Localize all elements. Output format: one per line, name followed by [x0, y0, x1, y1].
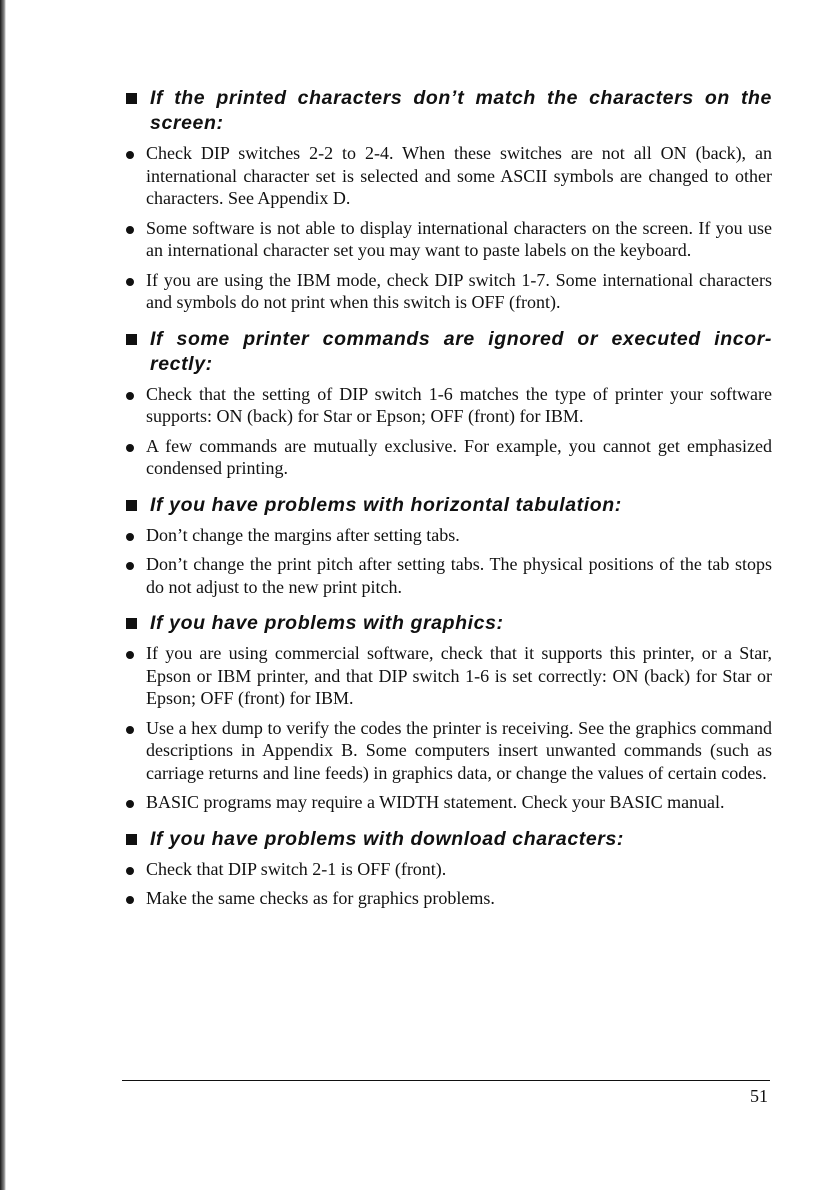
square-bullet-icon	[126, 93, 137, 104]
list-item	[120, 142, 772, 210]
troubleshooting-content	[120, 86, 772, 923]
list-item	[120, 383, 772, 428]
bullet-dot-icon	[126, 800, 134, 808]
section-heading	[120, 611, 772, 636]
section-heading	[120, 493, 772, 518]
section-heading	[120, 86, 772, 136]
list-item	[120, 858, 772, 881]
list-item	[120, 791, 772, 814]
list-item	[120, 553, 772, 598]
section-heading-text: If the printed characters don’t match the characters on the screen:	[150, 87, 772, 134]
bullet-dot-icon	[126, 392, 134, 400]
list-item-text: BASIC programs may require a WIDTH statement. Check your BASIC manual.	[146, 792, 725, 812]
list-item-text: Some software is not able to display international characters on the screen. If you use an international character set you may want to paste labels on the keyboard.	[146, 217, 772, 260]
bullet-dot-icon	[126, 151, 134, 159]
section-printer-commands	[120, 327, 772, 480]
section-heading-text: If you have problems with graphics:	[150, 612, 504, 634]
section-character-mismatch	[120, 86, 772, 314]
list-item	[120, 717, 772, 785]
section-graphics	[120, 611, 772, 814]
bullet-dot-icon	[126, 651, 134, 659]
square-bullet-icon	[126, 334, 137, 345]
list-item	[120, 524, 772, 547]
list-item	[120, 642, 772, 710]
bullet-dot-icon	[126, 562, 134, 570]
list-item	[120, 887, 772, 910]
bullet-dot-icon	[126, 533, 134, 541]
list-item-text: If you are using commercial software, check that it supports this printer, or a Star, Epson or IBM printer, and that DIP switch 1-6 is set correctly: ON (back) for Star or Epson; OFF (front) for IBM.	[146, 643, 772, 708]
section-heading-text: If you have problems with horizontal tabulation:	[150, 493, 622, 516]
bullet-dot-icon	[126, 226, 134, 234]
square-bullet-icon	[126, 834, 137, 845]
bullet-dot-icon	[126, 444, 134, 452]
section-heading-text: If some printer commands are ignored or executed incor-rectly:	[150, 327, 772, 375]
section-horizontal-tabulation	[120, 493, 772, 599]
list-item-text: Use a hex dump to verify the codes the printer is receiving. See the graphics command descriptions in Appendix B. Some computers insert unwanted commands (such as carriage returns and line feeds) in graphics data, or change the values of certain codes.	[146, 717, 772, 783]
list-item-text: Make the same checks as for graphics problems.	[146, 888, 495, 908]
page-number: 51	[750, 1086, 768, 1106]
list-item-text: Check DIP switches 2-2 to 2-4. When these switches are not all ON (back), an international character set is selected and some ASCII symbols are changed to other characters. See Appendix D.	[146, 143, 772, 208]
list-item-text: A few commands are mutually exclusive. For example, you cannot get emphasized condensed printing.	[146, 435, 772, 478]
list-item	[120, 435, 772, 480]
list-item-text: Check that the setting of DIP switch 1-6 matches the type of printer your software supports: ON (back) for Star or Epson; OFF (front) for IBM.	[146, 383, 772, 426]
list-item	[120, 269, 772, 314]
list-item-text: Check that DIP switch 2-1 is OFF (front).	[146, 858, 447, 879]
list-item-text: If you are using the IBM mode, check DIP switch 1-7. Some international characters and symbols do not print when this switch is OFF (front).	[146, 269, 772, 312]
list-item-text: Don’t change the margins after setting tabs.	[146, 524, 460, 545]
section-heading	[120, 327, 772, 377]
list-item-text: Don’t change the print pitch after setting tabs. The physical positions of the tab stops do not adjust to the new print pitch.	[146, 554, 772, 597]
section-heading-text: If you have problems with download characters:	[150, 827, 625, 850]
square-bullet-icon	[126, 618, 137, 629]
list-item	[120, 217, 772, 262]
section-heading	[120, 827, 772, 852]
bullet-dot-icon	[126, 867, 134, 875]
bullet-dot-icon	[126, 278, 134, 286]
square-bullet-icon	[126, 500, 137, 511]
bullet-dot-icon	[126, 896, 134, 904]
scan-binding-edge	[0, 0, 6, 1190]
bullet-dot-icon	[126, 726, 134, 734]
section-download-characters	[120, 827, 772, 910]
footer-rule	[122, 1080, 770, 1081]
